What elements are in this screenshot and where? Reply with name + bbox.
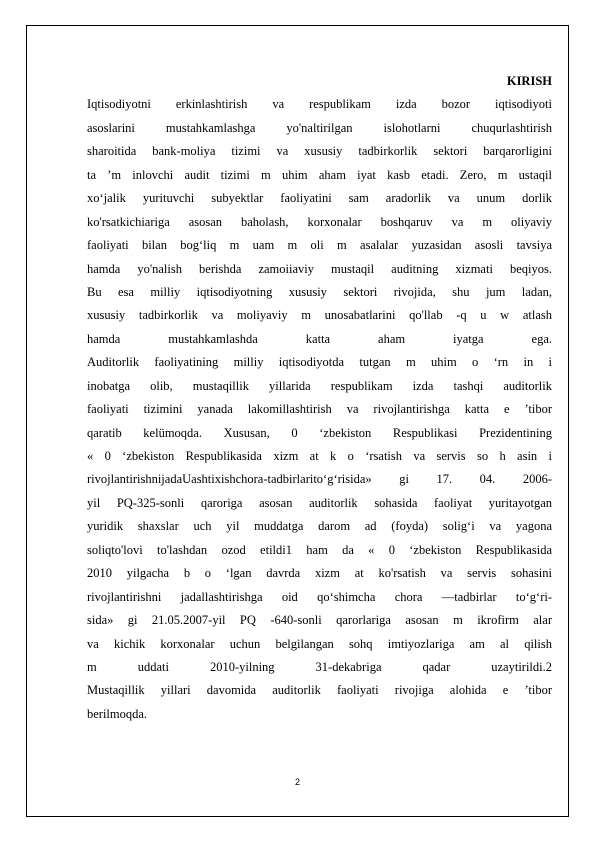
paragraph-block: [87, 93, 552, 726]
text-line: rivojlantirishnijadaUashtixishchora-tadbirlarito‘g‘risida» gi 17. 04. 2006-: [87, 472, 552, 487]
text-line: hamda mustahkamlashda katta aham iyatga ega.: [87, 331, 552, 346]
text-line: Auditorlik faoliyatining milliy iqtisodiyotda tutgan m uhim o ‘rn in i: [87, 355, 552, 370]
text-line: « 0 ‘zbekiston Respublikasida xizm at k o ‘rsatish va servis so h asin i: [87, 449, 552, 464]
text-line: faoliyati tizimini yanada lakomillashtirish va rivojlantirishga katta e ’tibor: [87, 402, 552, 417]
section-heading: KIRISH: [506, 74, 552, 88]
text-line: faoliyati bilan bog‘liq m uam m oli m asalalar yuzasidan asosli tavsiya: [87, 238, 552, 253]
document-body: [87, 70, 552, 726]
text-line: yil PQ-325-sonli qaroriga asosan auditorlik sohasida faoliyat yuritayotgan: [87, 495, 552, 510]
page-number: 2: [294, 777, 300, 787]
text-line: asoslarini mustahkamlashga yo'naltirilgan islohotlarni chuqurlashtirish: [87, 120, 552, 135]
text-line: va kichik korxonalar uchun belgilangan sohq imtiyozlariga am al qilish: [87, 636, 552, 651]
text-line: rivojlantirishni jadallashtirishga oid qo‘shimcha chora —tadbirlar to‘g‘ri-: [87, 589, 552, 604]
text-line: qaratib kelümoqda. Xususan, 0 ‘zbekiston Respublikasi Prezidentining: [87, 425, 552, 440]
text-line: xususiy tadbirkorlik va moliyaviy m unosabatlarini qo'llab -q u w atlash: [87, 308, 552, 323]
text-line: Bu esa milliy iqtisodiyotning xususiy sektori rivojida, shu jum ladan,: [87, 284, 552, 299]
text-line: sharoitida bank-moliya tizimi va xususiy tadbirkorlik sektori barqarorligini: [87, 144, 552, 159]
text-line: Iqtisodiyotni erkinlashtirish va respublikam izda bozor iqtisodiyoti: [87, 97, 552, 112]
text-line: xo‘jalik yurituvchi subyektlar faoliyatini sam aradorlik va unum dorlik: [87, 191, 552, 206]
text-line: berilmoqda.: [87, 706, 148, 721]
text-line: hamda yo'nalish berishda zamoiiaviy mustaqil auditning xizmati beqiyos.: [87, 261, 552, 276]
text-line: 2010 yilgacha b o ‘lgan davrda xizm at ko'rsatish va servis sohasini: [87, 566, 552, 581]
text-line: soliqto'lovi to'lashdan ozod etildi1 ham da « 0 ‘zbekiston Respublikasida: [87, 542, 552, 557]
text-line: ko'rsatkichiariga asosan baholash, korxonalar boshqaruv va m oliyaviy: [87, 214, 552, 229]
text-line: m uddati 2010-yilning 31-dekabriga qadar uzaytirildi.2: [87, 659, 552, 674]
text-line: yuridik shaxslar uch yil muddatga darom ad (foyda) solig‘i va yagona: [87, 519, 552, 534]
text-line: Mustaqillik yillari davomida auditorlik faoliyati rivojiga alohida e ’tibor: [87, 683, 552, 698]
text-line: sida» gi 21.05.2007-yil PQ -640-sonli qarorlariga asosan m ikrofirm alar: [87, 613, 552, 628]
text-line: inobatga olib, mustaqillik yillarida respublikam izda tashqi auditorlik: [87, 378, 552, 393]
text-line: ta ’m inlovchi audit tizimi m uhim aham iyat kasb etadi. Zero, m ustaqil: [87, 167, 552, 182]
